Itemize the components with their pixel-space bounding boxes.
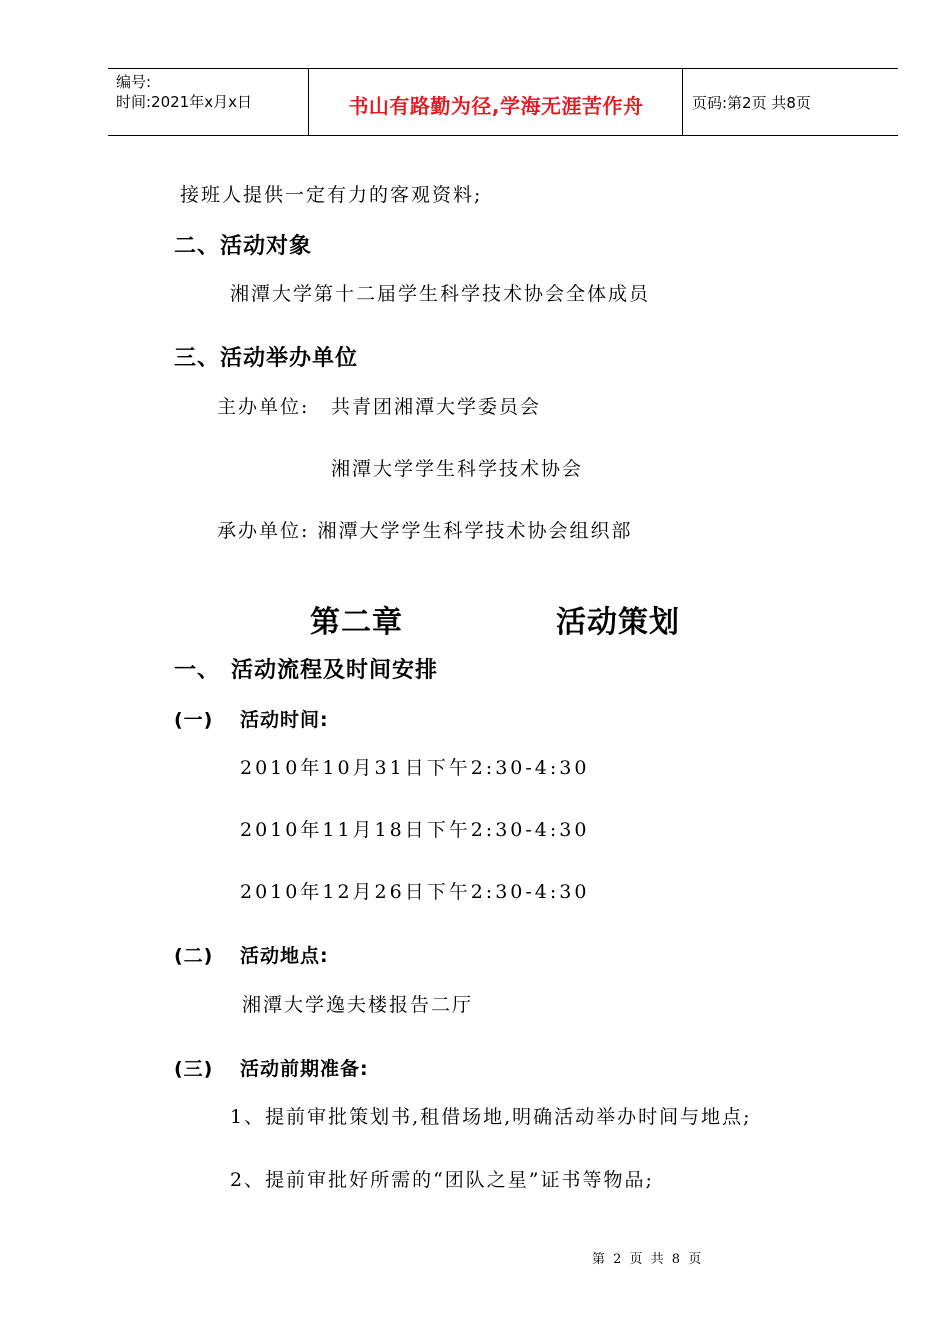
number-label: 编号: bbox=[116, 73, 152, 91]
page-footer: 第 2 页 共 8 页 bbox=[592, 1252, 704, 1267]
host-org-2: 湘潭大学学生科学技术协会 bbox=[331, 458, 584, 480]
header-page-code: 页码:第2页 共8页 bbox=[692, 94, 811, 112]
item2-heading: 活动地点: bbox=[240, 945, 329, 967]
header-divider bbox=[682, 68, 683, 136]
section2-text: 湘潭大学第十二届学生科学技术协会全体成员 bbox=[230, 283, 651, 305]
prep-item: 2、提前审批好所需的“团队之星”证书等物品; bbox=[230, 1169, 654, 1191]
prep-item: 1、提前审批策划书,租借场地,明确活动举办时间与地点; bbox=[230, 1106, 752, 1128]
item3-number: (三) bbox=[174, 1058, 214, 1080]
section3-heading: 三、活动举办单位 bbox=[174, 346, 359, 371]
item2-number: (二) bbox=[174, 945, 214, 967]
chapter-title: 活动策划 bbox=[556, 605, 680, 640]
header-motto: 书山有路勤为径,学海无涯苦作舟 bbox=[348, 94, 644, 118]
item1-heading: 活动时间: bbox=[240, 709, 329, 731]
organizer-line: 承办单位: 湘潭大学学生科学技术协会组织部 bbox=[217, 520, 633, 542]
header-top-rule bbox=[108, 68, 898, 69]
location-text: 湘潭大学逸夫楼报告二厅 bbox=[242, 994, 474, 1016]
subsection1-heading: 活动流程及时间安排 bbox=[231, 658, 439, 683]
item3-heading: 活动前期准备: bbox=[240, 1058, 369, 1080]
activity-date: 2010年12月26日下午2:30-4:30 bbox=[240, 881, 590, 903]
host-label: 主办单位: bbox=[217, 396, 310, 418]
subsection1-number: 一、 bbox=[174, 658, 221, 683]
header-divider bbox=[308, 68, 309, 136]
activity-date: 2010年11月18日下午2:30-4:30 bbox=[240, 819, 590, 841]
header-bottom-rule bbox=[108, 135, 898, 136]
chapter-number: 第二章 bbox=[310, 605, 403, 640]
continuation-text: 接班人提供一定有力的客观资料; bbox=[180, 184, 483, 206]
host-org-1: 共青团湘潭大学委员会 bbox=[331, 396, 542, 418]
header-meta bbox=[116, 72, 308, 112]
page-header bbox=[108, 68, 898, 136]
item1-number: (一) bbox=[174, 709, 214, 731]
activity-date: 2010年10月31日下午2:30-4:30 bbox=[240, 757, 590, 779]
time-label: 时间:2021年x月x日 bbox=[116, 93, 252, 111]
section2-heading: 二、活动对象 bbox=[174, 234, 313, 259]
